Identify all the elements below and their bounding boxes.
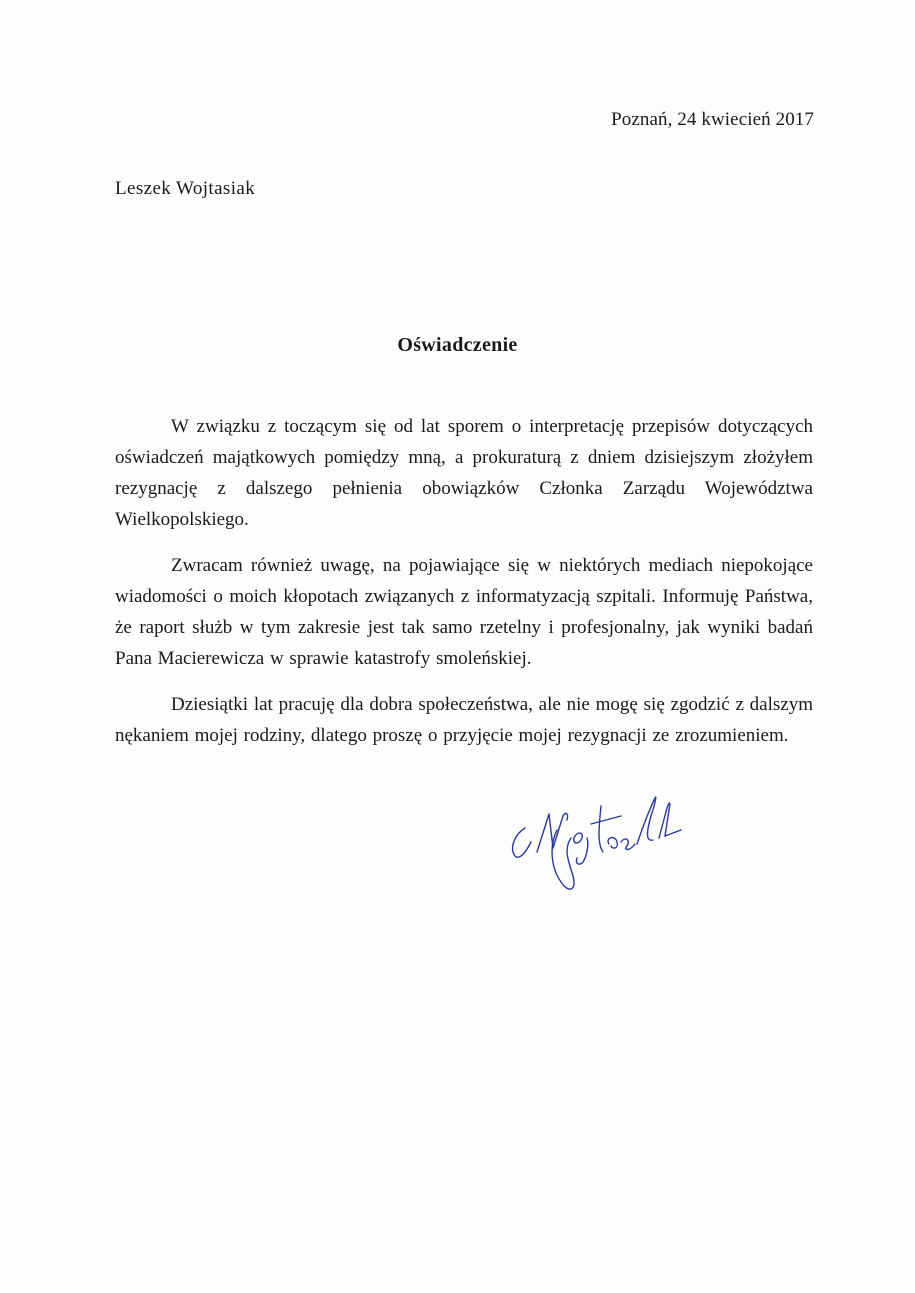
letter-body bbox=[115, 411, 813, 766]
signature-icon bbox=[505, 786, 690, 901]
author-name: Leszek Wojtasiak bbox=[115, 178, 256, 199]
paragraph-resignation: W związku z toczącym się od lat sporem o interpretację przepisów dotyczących oświadczeń majątkowych pomiędzy mną, a prokuraturą z dniem dzisiejszym złożyłem rezygnację z dalszego pełnienia obowiązków Członka Zarządu Województwa Wielkopolskiego. bbox=[115, 416, 813, 530]
document-title: Oświadczenie bbox=[397, 334, 518, 356]
paragraph-media: Zwracam również uwagę, na pojawiające się w niektórych mediach niepokojące wiadomości o moich kłopotach związanych z informatyzacją szpitali. Informuję Państwa, że raport służb w tym zakresie jest tak samo rzetelny i profesjonalny, jak wyniki badań Pana Macierewicza w sprawie katastrofy smoleńskiej. bbox=[115, 555, 813, 669]
handwritten-signature bbox=[505, 786, 690, 901]
place-and-date: Poznań, 24 kwiecień 2017 bbox=[611, 109, 814, 130]
paragraph-closing: Dziesiątki lat pracuję dla dobra społeczeństwa, ale nie mogę się zgodzić z dalszym nękaniem mojej rodziny, dlatego proszę o przyjęcie mojej rezygnacji ze zrozumieniem. bbox=[115, 694, 813, 746]
